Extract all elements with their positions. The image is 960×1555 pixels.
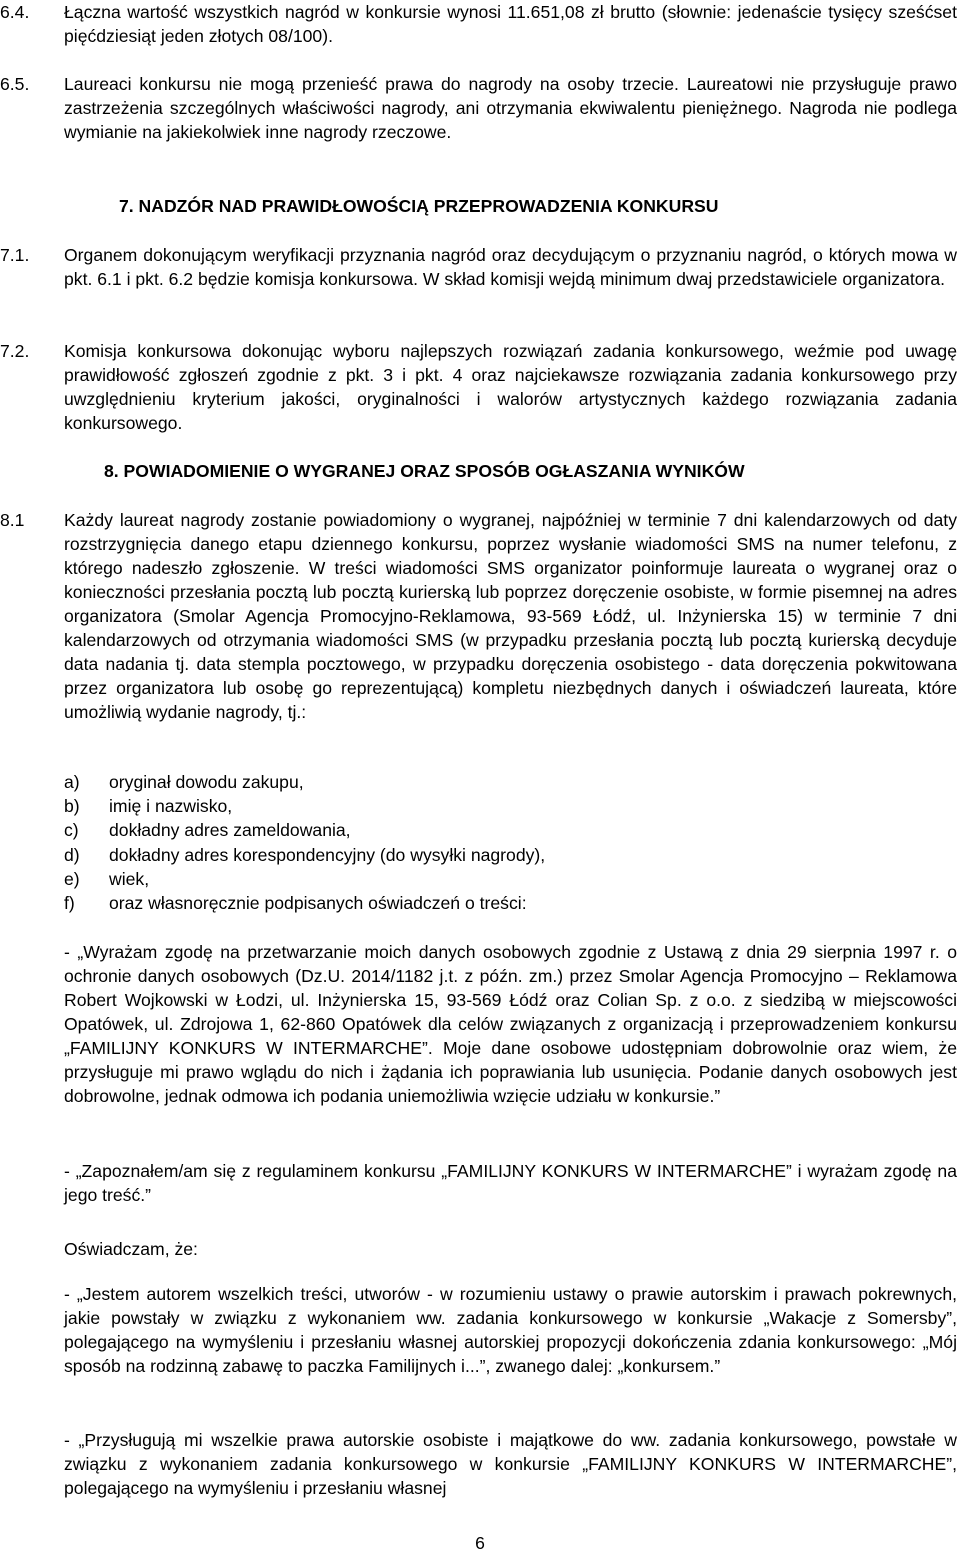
section-number: 8.1 bbox=[0, 510, 25, 530]
list-marker: b) bbox=[64, 796, 80, 817]
section-text: Każdy laureat nagrody zostanie powiadomiony o wygranej, najpóźniej w terminie 7 dni kalendarzowych od daty rozstrzygnięcia danego etapu dziennego konkursu, poprzez wysłanie wiadomości SMS na numer telefonu, z którego nadeszło zgłoszenie. W treści wiadomości SMS organizator poinformuje laureata o wygranej oraz o konieczności przesłania pocztą lub pocztą kurierską lub poprzez doręczenie osobiste, w formie pisemnej na adres organizatora (Smolar Agencja Promocyjno-Reklamowa, 93-569 Łódź, ul. Inżynierska 15) w terminie 7 dni kalendarzowych od otrzymania wiadomości SMS (w przypadku przesłania pocztą lub pocztą kurierską decyduje data nadania tj. data stempla pocztowego, w przypadku doręczenia osobistego - data doręczenia pokwitowana przez organizatora lub osobę go reprezentującą) kompletu niezbędnych danych i oświadczeń laureata, które umożliwią wydanie nagrody, tj.: bbox=[64, 510, 957, 722]
section-number: 7.2. bbox=[0, 341, 30, 361]
section-text: Laureaci konkursu nie mogą przenieść prawa do nagrody na osoby trzecie. Laureatowi nie przysługuje prawo zastrzeżenia szczególnych właściwości nagrody, ani otrzymania ekwiwalentu pieniężnego. Nagroda nie podlega wymianie na jakiekolwiek inne nagrody rzeczowe. bbox=[64, 74, 957, 142]
list-item bbox=[64, 891, 545, 915]
list-item bbox=[64, 794, 545, 818]
declaration-heading: Oświadczam, że: bbox=[64, 1239, 198, 1259]
section-8-1 bbox=[0, 508, 957, 724]
section-text: Łączna wartość wszystkich nagród w konkursie wynosi 11.651,08 zł brutto (słownie: jedenaście tysięcy sześćset pięćdziesiąt jeden złotych 08/100). bbox=[64, 2, 957, 46]
list-item-text: dokładny adres korespondencyjny (do wysyłki nagrody), bbox=[109, 844, 546, 865]
list-marker: e) bbox=[64, 868, 80, 889]
rules-statement: - „Zapoznałem/am się z regulaminem konkursu „FAMILIJNY KONKURS W INTERMARCHE” i wyrażam zgodę na jego treść.” bbox=[64, 1161, 957, 1205]
consent-statement: - „Wyrażam zgodę na przetwarzanie moich danych osobowych zgodnie z Ustawą z dnia 29 sierpnia 1997 r. o ochronie danych osobowych (Dz.U. 2014/1182 j.t. z późn. zm.) przez Smolar Agencja Promocyjno – Reklamowa Robert Wojkowski w Łodzi, ul. Inżynierska 15, 93-569 Łódź oraz Colian Sp. z o.o. z siedzibą w miejscowości Opatówek, ul. Zdrojowa 1, 62-860 Opatówek dla celów związanych z organizacją i przeprowadzeniem konkursu „FAMILIJNY KONKURS W INTERMARCHE”. Moje dane osobowe udostępniam dobrowolnie oraz wiem, że przysługuje mi prawo wglądu do nich i żądania ich poprawiania lub usunięcia. Podanie danych osobowych jest dobrowolne, jednak odmowa ich podania uniemożliwia wzięcie udziału w konkursie.” bbox=[64, 942, 957, 1106]
list-item bbox=[64, 843, 545, 867]
required-documents-list bbox=[64, 770, 545, 915]
page-number: 6 bbox=[475, 1533, 485, 1553]
list-item bbox=[64, 867, 545, 891]
section-number: 6.5. bbox=[0, 74, 30, 94]
section-6-4 bbox=[0, 0, 957, 48]
section-heading-7: 7. NADZÓR NAD PRAWIDŁOWOŚCIĄ PRZEPROWADZENIA KONKURSU bbox=[119, 196, 719, 216]
section-text: Komisja konkursowa dokonując wyboru najlepszych rozwiązań zadania konkursowego, weźmie pod uwagę prawidłowość zgłoszeń zgodnie z pkt. 3 i pkt. 4 oraz najciekawsze rozwiązania zadania konkursowego przy uwzględnieniu kryterium jakości, oryginalności i walorów artystycznych każdego rozwiązania zadania konkursowego. bbox=[64, 341, 957, 433]
list-item-text: oraz własnoręcznie podpisanych oświadczeń o treści: bbox=[109, 892, 527, 913]
list-item bbox=[64, 770, 545, 794]
list-item-text: dokładny adres zameldowania, bbox=[109, 820, 351, 841]
section-heading-8: 8. POWIADOMIENIE O WYGRANEJ ORAZ SPOSÓB OGŁASZANIA WYNIKÓW bbox=[104, 461, 745, 481]
author-statement: - „Jestem autorem wszelkich treści, utworów - w rozumieniu ustawy o prawie autorskim i prawach pokrewnych, jakie powstały w związku z wykonaniem ww. zadania konkursowego w konkursie „Wakacje z Somersby”, polegającego na wymyśleniu i przesłaniu własnej autorskiej propozycji dokończenia zdania konkursowego: „Mój sposób na rodzinną zabawę to paczka Familijnych i...”, zwanego dalej: „konkursem.” bbox=[64, 1284, 957, 1376]
section-text: Organem dokonującym weryfikacji przyznania nagród oraz decydującym o przyznaniu nagród, o których mowa w pkt. 6.1 i pkt. 6.2 będzie komisja konkursowa. W skład komisji wejdą minimum dwaj przedstawiciele organizatora. bbox=[64, 245, 957, 289]
list-marker: c) bbox=[64, 820, 79, 841]
section-6-5 bbox=[0, 72, 957, 144]
list-item bbox=[64, 818, 545, 842]
section-7-1 bbox=[0, 243, 957, 291]
section-7-2 bbox=[0, 339, 957, 435]
list-item-text: oryginał dowodu zakupu, bbox=[109, 772, 304, 792]
rights-statement: - „Przysługują mi wszelkie prawa autorskie osobiste i majątkowe do ww. zadania konkursowego, powstałe w związku z wykonaniem zadania konkursowego w konkursie „FAMILIJNY KONKURS W INTERMARCHE”, polegającego na wymyśleniu i przesłaniu własnej bbox=[64, 1430, 957, 1498]
list-item-text: imię i nazwisko, bbox=[109, 796, 233, 817]
section-number: 6.4. bbox=[0, 2, 30, 22]
list-marker: d) bbox=[64, 844, 80, 865]
section-number: 7.1. bbox=[0, 245, 30, 265]
list-item-text: wiek, bbox=[109, 868, 150, 889]
list-marker: a) bbox=[64, 772, 80, 792]
list-marker: f) bbox=[64, 892, 75, 913]
